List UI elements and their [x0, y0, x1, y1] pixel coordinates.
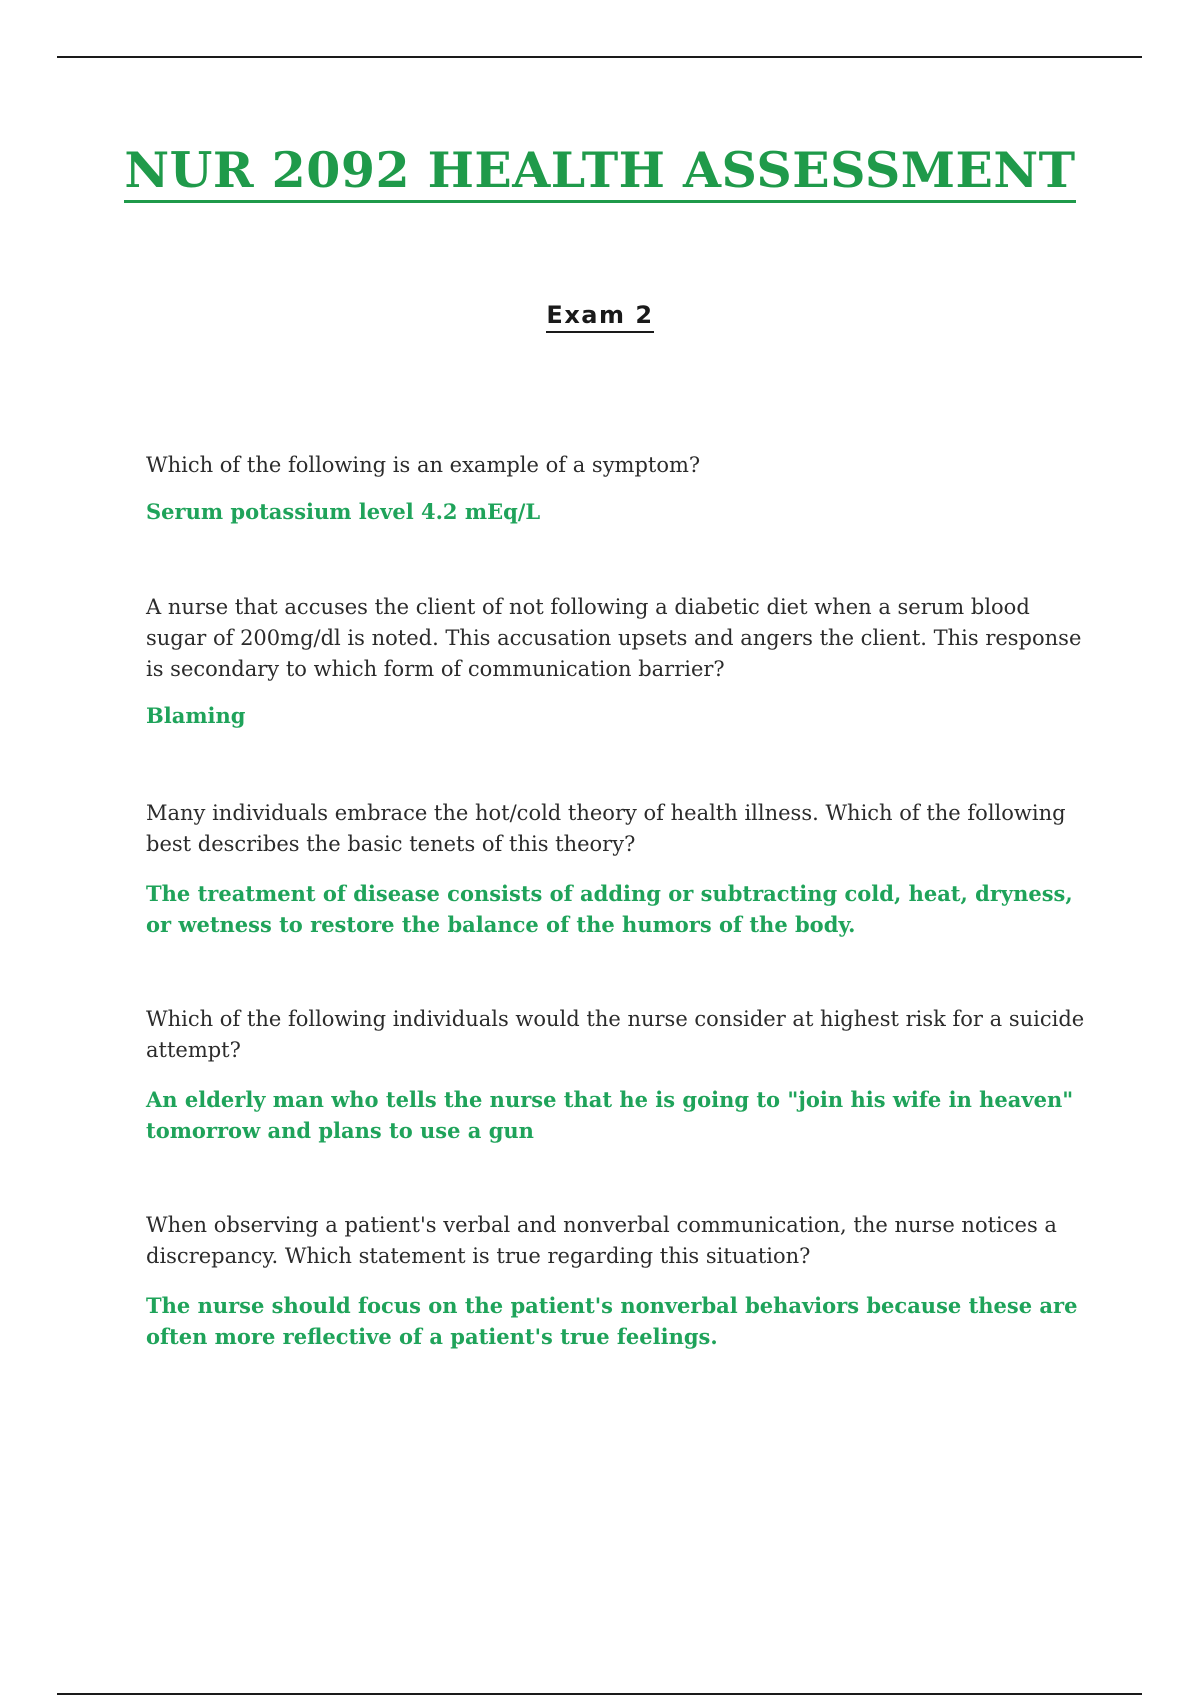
title-block: [0, 142, 1200, 203]
answer-text: An elderly man who tells the nurse that he is going to "join his wife in heaven" tomorrow and plans to use a gun: [146, 1087, 1074, 1143]
question-block-2: [146, 592, 1091, 731]
question-block-3: [146, 798, 1091, 940]
question-block-4: [146, 1004, 1091, 1146]
document-title: NUR 2092 HEALTH ASSESSMENT: [124, 142, 1075, 203]
question-text: A nurse that accuses the client of not following a diabetic diet when a serum blood sugar of 200mg/dl is noted. This accusation upsets and angers the client. This response is secondary to which form of communication barrier?: [146, 595, 1082, 681]
question-block-5: [146, 1210, 1091, 1352]
top-horizontal-rule: [57, 56, 1142, 58]
question-text: Which of the following individuals would the nurse consider at highest risk for a suicide attempt?: [146, 1007, 1085, 1062]
question-text: When observing a patient's verbal and nonverbal communication, the nurse notices a discrepancy. Which statement is true regarding this situation?: [146, 1213, 1057, 1268]
answer-text: Blaming: [146, 703, 246, 728]
question-block-1: [146, 450, 1091, 527]
question-text: Many individuals embrace the hot/cold theory of health illness. Which of the following best describes the basic tenets of this theory?: [146, 801, 1066, 856]
exam-subtitle: Exam 2: [546, 301, 653, 333]
answer-text: The nurse should focus on the patient's nonverbal behaviors because these are often more reflective of a patient's true feelings.: [146, 1293, 1078, 1349]
answer-text: The treatment of disease consists of adding or subtracting cold, heat, dryness, or wetness to restore the balance of the humors of the body.: [146, 881, 1073, 937]
bottom-horizontal-rule: [57, 1693, 1142, 1695]
answer-text: Serum potassium level 4.2 mEq/L: [146, 499, 541, 524]
subtitle-block: [0, 301, 1200, 333]
question-text: Which of the following is an example of a symptom?: [146, 453, 701, 477]
